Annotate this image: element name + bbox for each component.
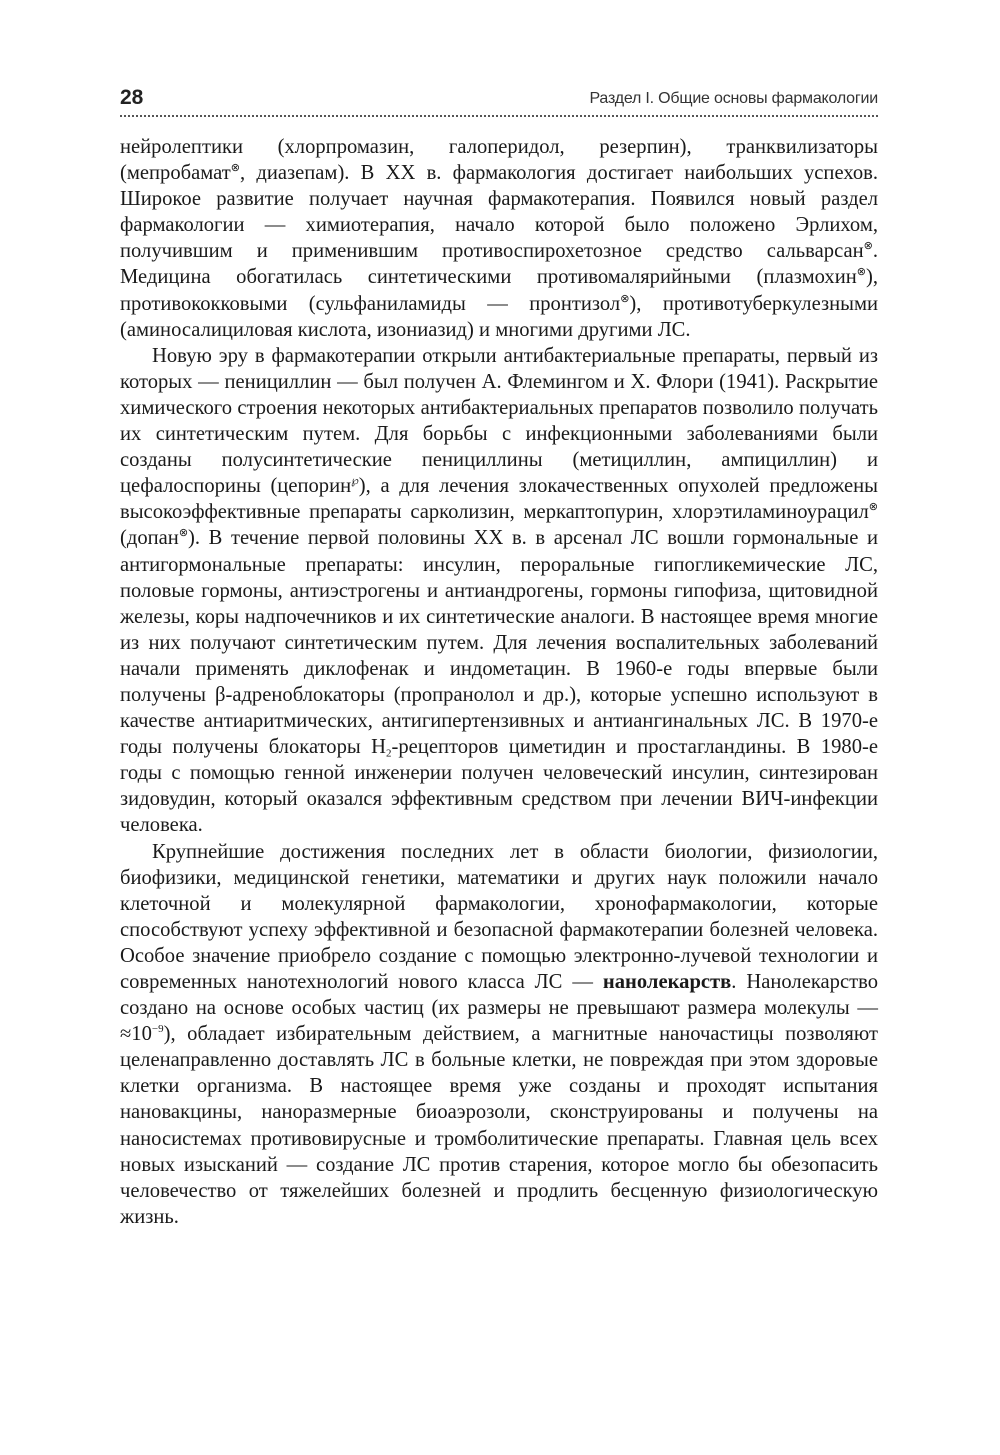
registered-mark: ⊗ <box>868 501 878 514</box>
paragraph-1-text-2: , диазепам). В XX в. фармакология достигает наибольших успехов. Широкое развитие получает научная фармакотерапия. Появился новый раздел фармакологии — химиотерапия, начало которой было положено Эрлихом, получившим и применившим противоспирохетозное средство сальварсан <box>120 162 878 263</box>
exponent: −9 <box>151 1022 164 1035</box>
paragraph-1 <box>120 134 878 343</box>
paragraph-2-text-1: Новую эру в фармакотерапии открыли антибактериальные препараты, первый из которых — пенициллин — был получен А. Флемингом и Х. Флори (1941). Раскрытие химического строения некоторых антибактериальных препаратов позволило получать их синтетическим путем. Для борьбы с инфекционными заболеваниями были созданы полусинтетические пенициллины (метициллин, ампициллин) и цефалоспорины (цепорин <box>120 344 878 498</box>
paragraph-3 <box>120 839 878 1230</box>
paragraph-3-text-3: ), обладает избирательным действием, а магнитные наночастицы позволяют целенаправленно доставлять ЛС в больные клетки, не повреждая при этом здоровые клетки организма. В настоящее время уже созданы и проходят испытания нановакцины, наноразмерные биоаэрозоли, сконструированы и получены на наносистемах противовирусные и тромболитические препараты. Главная цель всех новых изысканий — создание ЛС против старения, которое могло бы обезопасить человечество от тяжелейших болезней и продлить бесценную физиологическую жизнь. <box>120 1023 878 1228</box>
paragraph-1-text-3: . Медицина обогатилась синтетическими противомалярийными (плазмохин <box>120 240 878 289</box>
registered-mark: ⊗ <box>863 240 873 253</box>
paragraph-1-text-5: ), противотуберкулезными (аминосалициловая кислота, изониазид) и многими другими ЛС. <box>120 292 879 341</box>
page-number: 28 <box>120 86 144 109</box>
running-head: Раздел I. Общие основы фармакологии <box>589 90 878 107</box>
subscript-2: 2 <box>386 747 392 760</box>
registered-mark: ⊗ <box>856 266 866 279</box>
paragraph-3-text-2: . Нанолекарство создано на основе особых частиц (их размеры не превышают размера молекулы — ≈10 <box>120 971 878 1046</box>
header-dotted-rule <box>120 115 878 117</box>
paragraph-1-text-4: ), противококковыми (сульфаниламиды — пронтизол <box>120 266 878 315</box>
book-page <box>120 84 878 1230</box>
paragraph-2-text-5: -рецепторов циметидин и простагландины. В 1980-е годы с помощью генной инженерии получен человеческий инсулин, синтезирован зидовудин, который оказался эффективным средством при лечении ВИЧ-инфекции человека. <box>120 736 879 837</box>
paragraph-2-text-2: ), а для лечения злокачественных опухолей предложены высокоэффективные препараты сарколизин, меркаптопурин, хлорэтиламиноурацил <box>120 475 878 524</box>
registered-mark: ⊗ <box>178 527 189 540</box>
bold-term-nanolekarstv: нанолекарств <box>602 971 732 993</box>
page-header <box>120 84 878 118</box>
registered-mark: ⊗ <box>230 161 240 174</box>
paragraph-2 <box>120 343 878 839</box>
withdrawn-mark: ℘ <box>351 474 359 487</box>
paragraph-2-text-3: (допан <box>120 527 179 550</box>
paragraph-3-text-1: Крупнейшие достижения последних лет в области биологии, физиологии, биофизики, медицинской генетики, математики и других наук положили начало клеточной и молекулярной фармакологии, хронофармакологии, которые способствуют успеху эффективной и безопасной фармакотерапии болезней человека. Особое значение приобрело создание с помощью электронно-лучевой технологии и современных нанотехнологий нового класса ЛС — <box>120 840 878 993</box>
paragraph-2-text-4: ). В течение первой половины XX в. в арсенал ЛС вошли гормональные и антигормональные препараты: инсулин, пероральные гипогликемические ЛС, половые гормоны, антиэстрогены и антиандрогены, гормоны гипофиза, щитовидной железы, коры надпочечников и их синтетические аналоги. В настоящее время многие из них получают синтетическим путем. Для лечения воспалительных заболеваний начали применять диклофенак и индометацин. В 1960-е годы впервые были получены β-адреноблокаторы (пропранолол и др.), которые успешно используют в качестве антиаритмических, антигипертензивных и антиангинальных ЛС. В 1970-е годы получены блокаторы Н <box>120 527 878 759</box>
registered-mark: ⊗ <box>620 292 630 305</box>
paragraph-1-text-1: нейролептики (хлорпромазин, галоперидол, резерпин), транквилизаторы (мепробамат <box>120 136 878 185</box>
body-text <box>120 134 878 1230</box>
